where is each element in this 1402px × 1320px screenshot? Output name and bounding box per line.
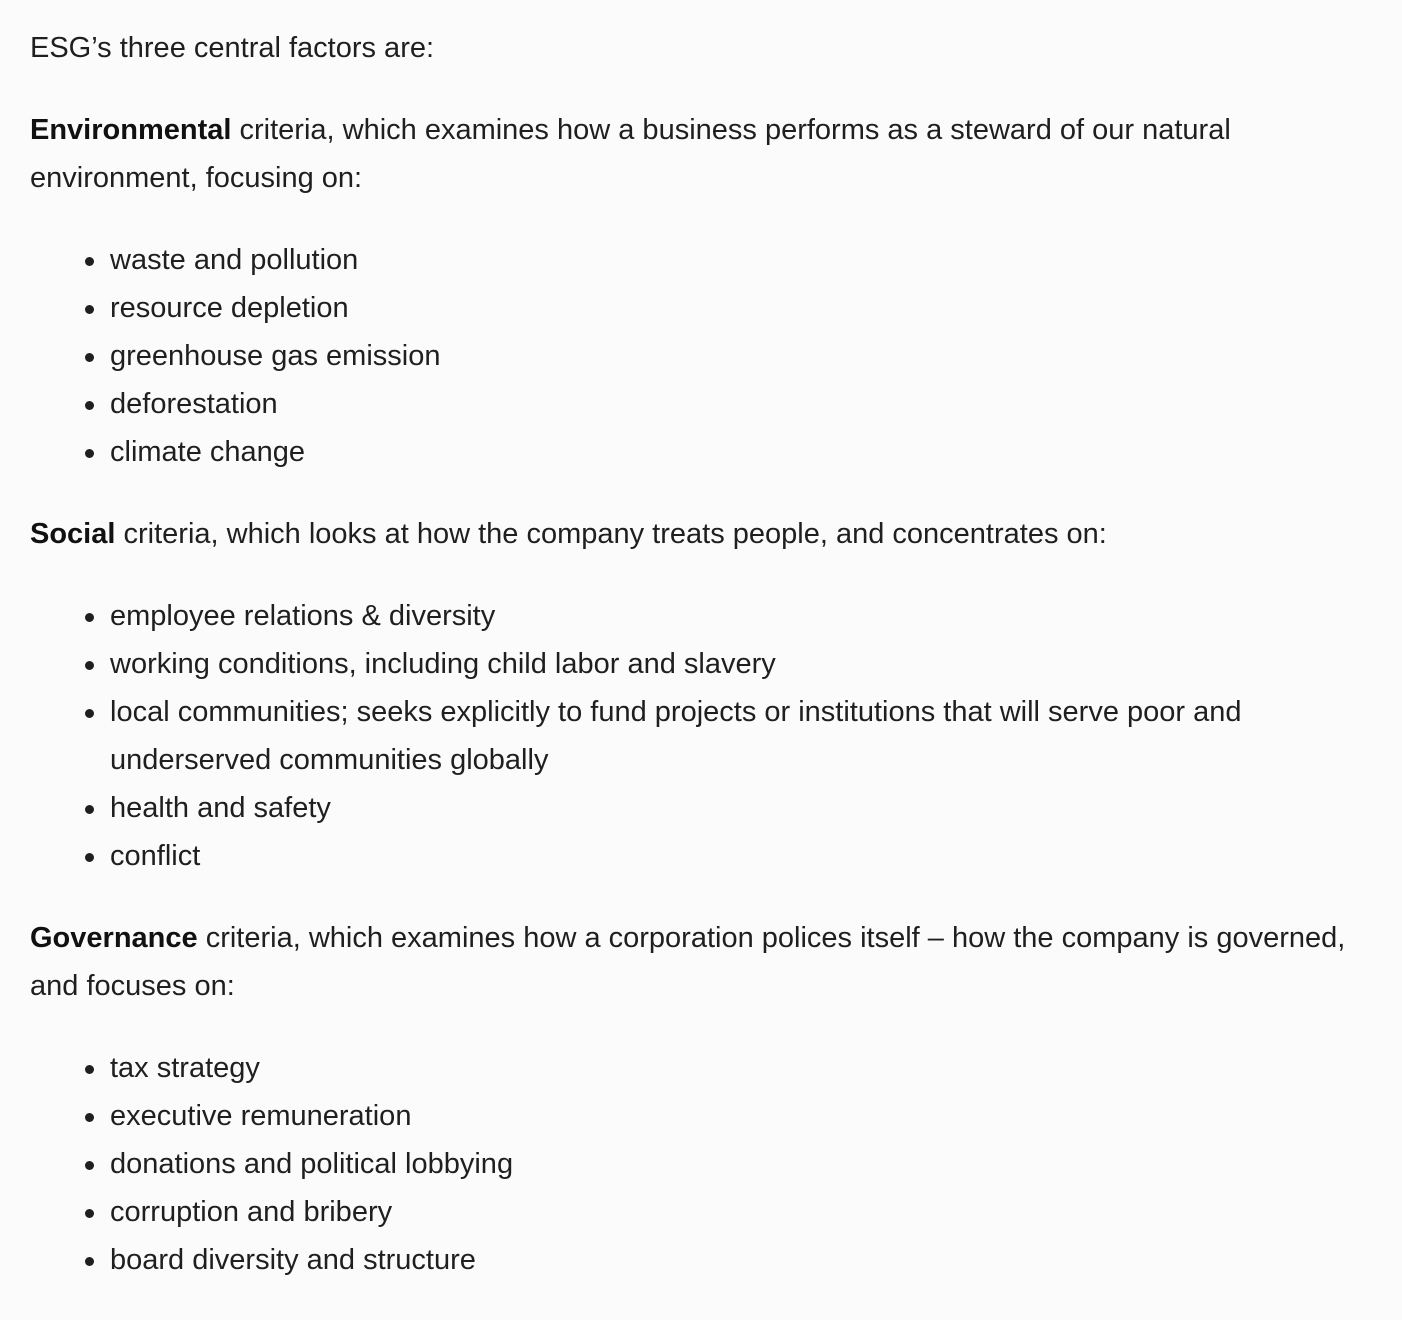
list-item: local communities; seeks explicitly to fund projects or institutions that will serve poor and underserved communities globally bbox=[110, 688, 1370, 784]
list-item: deforestation bbox=[110, 380, 1372, 428]
list-item: climate change bbox=[110, 428, 1372, 476]
list-item: employee relations & diversity bbox=[110, 592, 1372, 640]
governance-description: criteria, which examines how a corporation polices itself – how the company is governed, and focuses on: bbox=[30, 922, 1346, 1002]
social-paragraph bbox=[30, 510, 1372, 558]
environmental-term: Environmental bbox=[30, 114, 232, 146]
list-item: executive remuneration bbox=[110, 1092, 1372, 1140]
environmental-paragraph bbox=[30, 106, 1372, 202]
social-description: criteria, which looks at how the company treats people, and concentrates on: bbox=[115, 518, 1107, 550]
governance-paragraph bbox=[30, 914, 1372, 1010]
list-item: donations and political lobbying bbox=[110, 1140, 1372, 1188]
list-item: working conditions, including child labor and slavery bbox=[110, 640, 1372, 688]
environmental-list bbox=[30, 236, 1372, 476]
list-item: health and safety bbox=[110, 784, 1372, 832]
social-term: Social bbox=[30, 518, 116, 550]
list-item: greenhouse gas emission bbox=[110, 332, 1372, 380]
list-item: conflict bbox=[110, 832, 1372, 880]
list-item: corruption and bribery bbox=[110, 1188, 1372, 1236]
social-list bbox=[30, 592, 1372, 880]
governance-list bbox=[30, 1044, 1372, 1284]
list-item: waste and pollution bbox=[110, 236, 1372, 284]
list-item: board diversity and structure bbox=[110, 1236, 1372, 1284]
governance-term: Governance bbox=[30, 922, 198, 954]
environmental-description: criteria, which examines how a business performs as a steward of our natural environment, focusing on: bbox=[30, 114, 1231, 194]
intro-text: ESG’s three central factors are: bbox=[30, 32, 435, 64]
list-item: tax strategy bbox=[110, 1044, 1372, 1092]
list-item: resource depletion bbox=[110, 284, 1372, 332]
